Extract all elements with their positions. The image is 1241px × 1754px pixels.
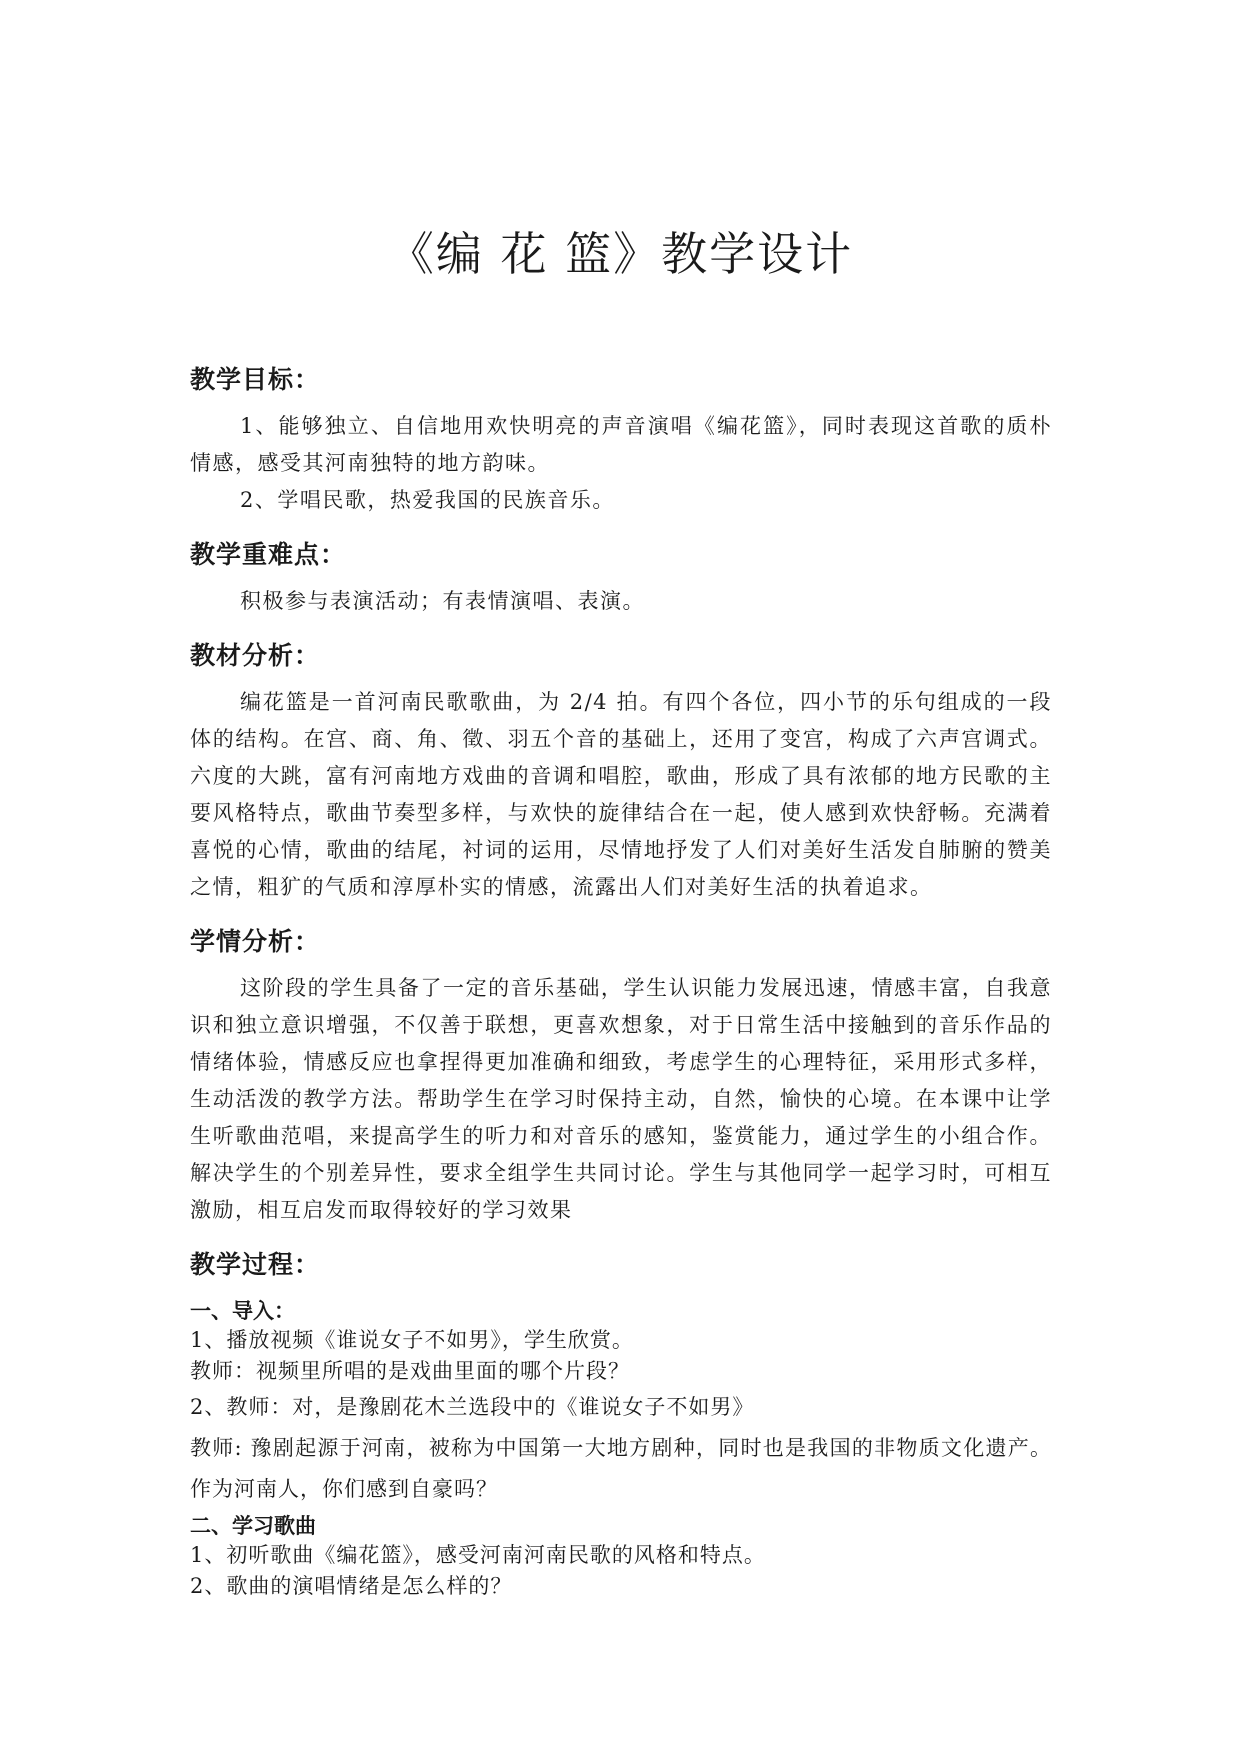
intro-line-4: 教师: 豫剧起源于河南，被称为中国第一大地方剧种，同时也是我国的非物质文化遗产。作为河南人，你们感到自豪吗？ xyxy=(190,1436,1052,1501)
document-title: 《编 花 篮》教学设计 xyxy=(387,227,854,281)
intro-line-2: 教师：视频里所唱的是戏曲里面的哪个片段？ xyxy=(190,1359,630,1383)
objective-item-2: 2、学唱民歌，热爱我国的民族音乐。 xyxy=(240,488,615,512)
material-analysis-text: 编花篮是一首河南民歌歌曲，为 2/4 拍。有四个各位，四小节的乐句组成的一段体的结构。在宫、商、角、徵、羽五个音的基础上，还用了变宫，构成了六声宫调式。六度的大跳，富有河南地方戏曲的音调和唱腔，歌曲，形成了具有浓郁的地方民歌的主要风格特点，歌曲节奏型多样，与欢快的旋律结合在一起，使人感到欢快舒畅。充满着喜悦的心情，歌曲的结尾，衬词的运用，尽情地抒发了人们对美好生活发自肺腑的赞美之情，粗犷的气质和淳厚朴实的情感，流露出人们对美好生活的执着追求。 xyxy=(190,690,1052,899)
learn-song-line-1: 1、初听歌曲《编花篮》，感受河南河南民歌的风格和特点。 xyxy=(190,1543,766,1567)
student-analysis-text: 这阶段的学生具备了一定的音乐基础，学生认识能力发展迅速，情感丰富，自我意识和独立意识增强，不仅善于联想，更喜欢想象，对于日常生活中接触到的音乐作品的情绪体验，情感反应也拿捏得更加准确和细致，考虑学生的心理特征，采用形式多样，生动活泼的教学方法。帮助学生在学习时保持主动，自然，愉快的心境。在本课中让学生听歌曲范唱，来提高学生的听力和对音乐的感知，鉴赏能力，通过学生的小组合作。解决学生的个别差异性，要求全组学生共同讨论。学生与其他同学一起学习时，可相互激励，相互启发而取得较好的学习效果 xyxy=(190,976,1052,1222)
intro-line-3: 2、教师：对，是豫剧花木兰选段中的《谁说女子不如男》 xyxy=(190,1395,755,1419)
key-points-text: 积极参与表演活动；有表情演唱、表演。 xyxy=(240,589,645,613)
document-body xyxy=(190,360,1052,1602)
learn-song-heading: 二、学习歌曲 xyxy=(190,1514,316,1538)
section-material-analysis xyxy=(190,636,1052,906)
objectives-heading: 教学目标： xyxy=(190,365,321,394)
learn-song-line-2: 2、歌曲的演唱情绪是怎么样的？ xyxy=(190,1574,513,1598)
material-analysis-heading: 教材分析： xyxy=(190,641,321,670)
process-heading: 教学过程： xyxy=(190,1250,321,1279)
student-analysis-heading: 学情分析： xyxy=(190,927,321,956)
section-objectives xyxy=(190,360,1052,519)
section-key-points xyxy=(190,535,1052,620)
intro-heading: 一、导入： xyxy=(190,1299,295,1323)
objective-item-1: 1、能够独立、自信地用欢快明亮的声音演唱《编花篮》，同时表现这首歌的质朴情感，感受其河南独特的地方韵味。 xyxy=(190,414,1052,475)
section-process xyxy=(190,1245,1052,1602)
intro-line-1: 1、播放视频《谁说女子不如男》，学生欣赏。 xyxy=(190,1328,634,1352)
key-points-heading: 教学重难点： xyxy=(190,540,347,569)
section-student-analysis xyxy=(190,922,1052,1229)
